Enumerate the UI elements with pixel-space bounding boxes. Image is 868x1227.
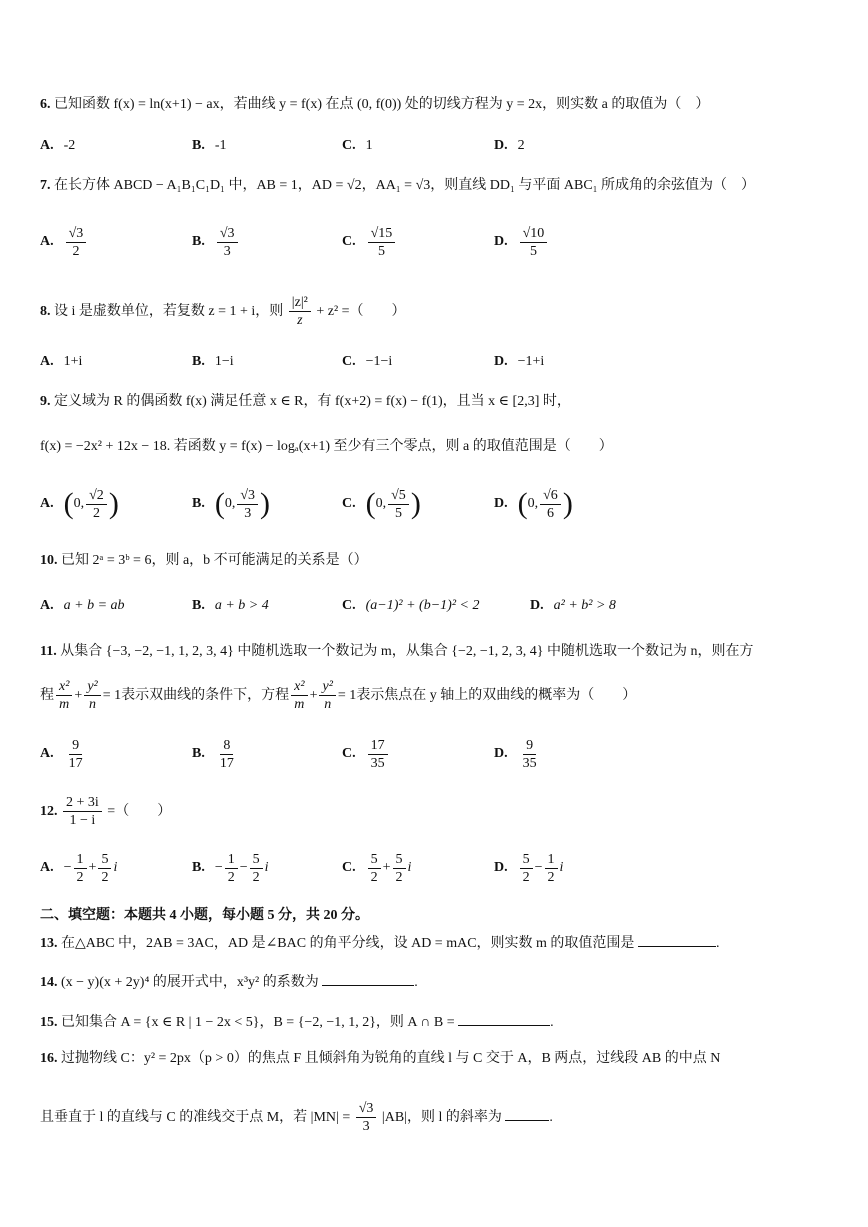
fraction: $\frac{√3}{3}$ (356, 1100, 377, 1135)
option-a: A. ( 0, $\frac{√2}{2}$ ) (40, 487, 119, 521)
question-number: 15. (40, 1015, 58, 1030)
question-text: 从集合 {−3, −2, −1, 1, 2, 3, 4} 中随机选取一个数记为 m，从集合 {−2, −1, 2, 3, 4} 中随机选取一个数记为 n，则在方 (60, 644, 754, 659)
answer-blank[interactable] (322, 971, 414, 986)
question-text: 已知集合 A = {x ∈ R | 1 − 2x < 5}，B = {−2, −1, 1, 2}，则 A ∩ B = (61, 1015, 455, 1030)
option-d: D. a² + b² > 8 (530, 598, 616, 613)
answer-blank[interactable] (458, 1011, 550, 1026)
question-8-options (40, 342, 830, 382)
option-c: C. ( 0, $\frac{√5}{5}$ ) (342, 487, 421, 521)
question-10-options (40, 586, 830, 626)
question-number: 9. (40, 394, 51, 409)
question-text: 在长方体 ABCD − A₁B₁C₁D₁ 中，AB = 1，AD = √2，AA₁ = √3，则直线 DD₁ 与平面 ABC₁ 所成角的余弦值为（ ） (54, 178, 756, 193)
option-b: B. 1−i (192, 354, 234, 369)
option-b: B. $\frac{√3}{3}$ (192, 222, 240, 262)
question-15: 15. 已知集合 A = {x ∈ R | 1 − 2x < 5}，B = {−2, −1, 1, 2}，则 A ∩ B = . (40, 1011, 838, 1033)
question-6 (40, 95, 838, 115)
option-c: C. 1 (342, 138, 373, 153)
option-a: A. − $\frac{1}{2}$ + $\frac{5}{2}$ i (40, 851, 118, 885)
option-c: C. −1−i (342, 354, 393, 369)
option-c: C. $\frac{5}{2}$ + $\frac{5}{2}$ i (342, 851, 412, 885)
option-d: D. $\frac{5}{2}$ − $\frac{1}{2}$ i (494, 851, 564, 885)
option-a: A. $\frac{√3}{2}$ (40, 222, 88, 262)
question-8: 8. 设 i 是虚数单位，若复数 z = 1 + i，则 $\frac{\text{|z|²}}{z}$ + z² =（ ） (40, 295, 406, 329)
fraction: $\frac{\text{|z|²}}{z}$ (289, 294, 311, 329)
question-11 (40, 642, 838, 662)
question-text: 在△ABC 中，2AB = 3AC，AD 是∠BAC 的角平分线，设 AD = mAC，则实数 m 的取值范围是 (61, 936, 635, 951)
question-text: f(x) = −2x² + 12x − 18. 若函数 y = f(x) − logₐ(x+1) 至少有三个零点，则 a 的取值范围是（ ） (40, 439, 613, 454)
option-b: B. $\frac{8}{17}$ (192, 737, 234, 771)
question-number: 6. (40, 97, 51, 112)
question-text: 已知函数 f(x) = ln(x+1) − ax，若曲线 y = f(x) 在点 (0, f(0)) 处的切线方程为 y = 2x，则实数 a 的取值为（ ） (54, 97, 710, 112)
question-number: 14. (40, 975, 58, 990)
question-9 (40, 392, 838, 412)
option-d: D. 2 (494, 138, 525, 153)
question-9-options (40, 484, 830, 524)
question-number: 7. (40, 178, 51, 193)
question-number: 12. (40, 804, 58, 819)
option-d: D. −1+i (494, 354, 545, 369)
question-13: 13. 在△ABC 中，2AB = 3AC，AD 是∠BAC 的角平分线，设 AD = mAC，则实数 m 的取值范围是 . (40, 932, 838, 954)
question-11-options (40, 734, 830, 774)
question-12: 12. $\frac{2 + 3i}{1 - i}$ =（ ） (40, 795, 172, 829)
option-a: A. a + b = ab (40, 598, 125, 613)
fraction: $\frac{2 + 3i}{1 - i}$ (63, 794, 102, 829)
question-16 (40, 1049, 838, 1069)
question-11-line2: 程 $\frac{\text{x²}}{m}$ + $\frac{\text{y²}}{n}$ = 1表示双曲线的条件下，方程 $\frac{\text{x²}}{m}$ + $\frac{\text{y²}}{n}$ = 1表示焦点在 y 轴上的双曲线的概率为（ ） (40, 679, 637, 713)
question-6-options (40, 126, 830, 166)
question-7 (40, 176, 838, 196)
option-b: B. ( 0, $\frac{√3}{3}$ ) (192, 487, 271, 521)
option-c: C. $\frac{17}{35}$ (342, 734, 390, 774)
answer-blank[interactable] (638, 932, 716, 947)
option-c: C. (a−1)² + (b−1)² < 2 (342, 598, 480, 613)
answer-blank[interactable] (505, 1106, 549, 1121)
option-a: A. $\frac{9}{17}$ (40, 737, 83, 771)
question-text: 定义域为 R 的偶函数 f(x) 满足任意 x ∈ R，有 f(x+2) = f(x) − f(1)，且当 x ∈ [2,3] 时， (54, 394, 571, 409)
option-a: A. 1+i (40, 354, 83, 369)
question-number: 16. (40, 1051, 58, 1066)
section-heading: 二、填空题：本题共 4 小题，每小题 5 分，共 20 分。 (40, 908, 369, 923)
option-b: B. a + b > 4 (192, 598, 269, 613)
option-d: D. $\frac{√10}{5}$ (494, 222, 549, 262)
question-12-options (40, 848, 830, 888)
option-c: C. $\frac{√15}{5}$ (342, 222, 397, 262)
question-text: 已知 2ᵃ = 3ᵇ = 6，则 a，b 不可能满足的关系是（） (61, 553, 368, 568)
question-9-line2 (40, 437, 838, 457)
option-d: D. ( 0, $\frac{√6}{6}$ ) (494, 487, 573, 521)
question-text: 过抛物线 C：y² = 2px（p > 0）的焦点 F 且倾斜角为锐角的直线 l 与 C 交于 A，B 两点，过线段 AB 的中点 N (61, 1051, 721, 1066)
question-text: 设 i 是虚数单位，若复数 z = 1 + i，则 (54, 304, 284, 319)
question-16-line2: 且垂直于 l 的直线与 C 的准线交于点 M，若 |MN| = $\frac{√3}{3}$ |AB|，则 l 的斜率为 . (40, 1101, 553, 1135)
question-10 (40, 551, 838, 571)
option-d: D. $\frac{9}{35}$ (494, 737, 537, 771)
question-number: 13. (40, 936, 58, 951)
question-number: 10. (40, 553, 58, 568)
question-number: 11. (40, 644, 57, 659)
option-b: B. − $\frac{1}{2}$ − $\frac{5}{2}$ i (192, 851, 269, 885)
question-number: 8. (40, 304, 51, 319)
option-a: A. -2 (40, 138, 76, 153)
question-14: 14. (x − y)(x + 2y)⁴ 的展开式中，x³y² 的系数为 . (40, 971, 838, 993)
question-text: (x − y)(x + 2y)⁴ 的展开式中，x³y² 的系数为 (61, 975, 319, 990)
question-7-options (40, 222, 830, 262)
option-b: B. -1 (192, 138, 227, 153)
